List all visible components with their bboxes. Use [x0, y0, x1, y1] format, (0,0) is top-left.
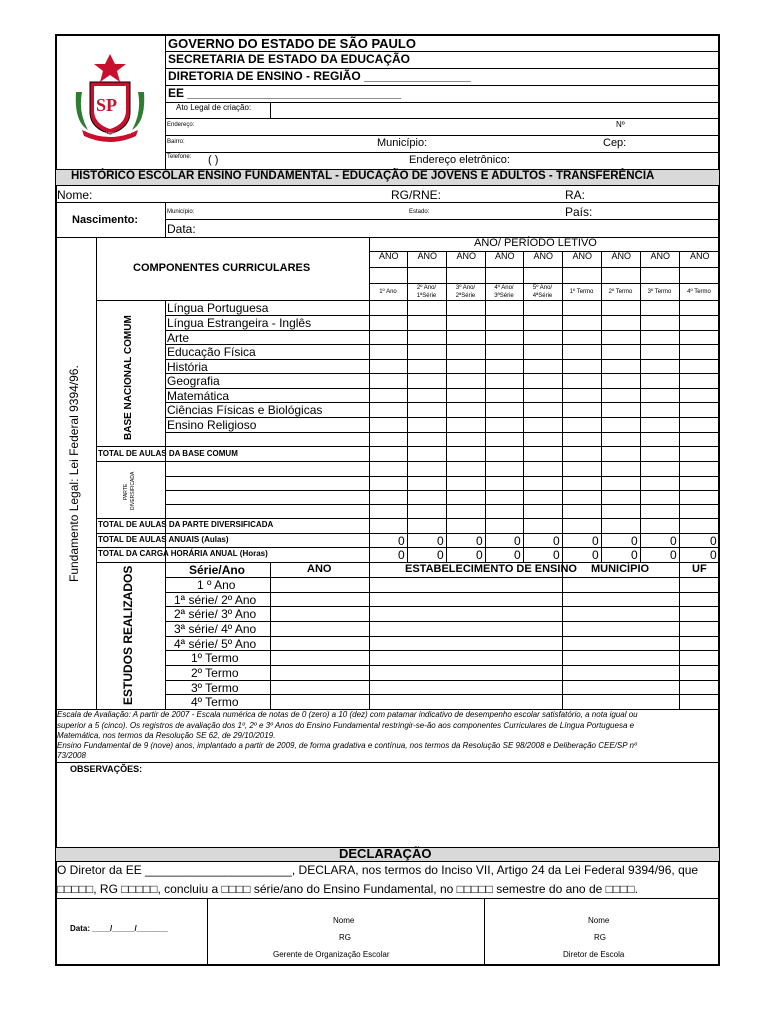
ano-label-8: ANO [650, 251, 671, 261]
total-anuais-value-3: 0 [476, 534, 483, 548]
bairro-label: Bairro: [167, 139, 185, 145]
total-carga-label: TOTAL DA CARGA HORÁRIA ANUAL (Horas) [98, 549, 268, 558]
ra-label: RA: [565, 188, 586, 202]
total-anuais-value-7: 0 [631, 534, 638, 548]
periodo-header: ANO/ PERÍODO LETIVO [474, 237, 597, 249]
subject-7: Matemática [167, 389, 230, 403]
subject-9: Ensino Religioso [167, 418, 257, 432]
column-name-8: 3º Termo [647, 289, 672, 295]
email-label: Endereço eletrônico: [409, 154, 510, 166]
total-carga-value-9: 0 [710, 548, 717, 562]
subject-1: Língua Portuguesa [167, 301, 269, 315]
subject-3: Arte [167, 331, 190, 345]
note-line-1: Escala de Avaliação: A partir de 2007 - Escala numérica de notas de 0 (zero) a 10 (dez) com patamar indicativo de desempenho escolar satisfatório, a nota igual ou [57, 710, 638, 719]
declaracao-title: DECLARAÇÃO [339, 846, 432, 861]
parte-label-1: PARTE [123, 483, 129, 500]
base-nacional-label: BASE NACIONAL COMUM [123, 315, 134, 440]
estudos-header-5: UF [692, 563, 707, 575]
footer-date: Data: ____/_____/_______ [70, 924, 168, 933]
ano-label-4: ANO [495, 251, 515, 261]
estudos-row-7: 2º Termo [191, 666, 239, 680]
column-name-9: 4º Termo [687, 289, 711, 295]
ano-label-1: ANO [379, 251, 399, 261]
birth-estado-label: Estado: [409, 209, 430, 215]
nome-label: Nome: [57, 188, 93, 202]
note-line-5: 73/2008 [57, 751, 86, 760]
rg-label: RG/RNE: [391, 188, 442, 202]
observacoes-label: OBSERVAÇÕES: [70, 764, 143, 774]
subject-2: Língua Estrangeira - Inglês [167, 316, 312, 330]
parte-label-2: DIVERSIFICADA [130, 471, 136, 510]
column-name-4: 4º Ano/ 3ªSérie [494, 285, 514, 299]
endereco-label: Endereço: [167, 122, 195, 128]
telefone-paren: ( ) [208, 154, 219, 166]
logo-ribbon-text: PRO BRASILIA FIANT EXIMIA [90, 131, 132, 135]
estudos-row-2: 1ª série/ 2º Ano [174, 593, 257, 607]
cep-label: Cep: [603, 137, 627, 149]
componentes-header: COMPONENTES CURRICULARES [133, 262, 311, 274]
estudos-row-5: 4ª série/ 5º Ano [174, 637, 257, 651]
subject-8: Ciências Físicas e Biológicas [167, 403, 323, 417]
header-ee: EE ________________________________ [168, 86, 401, 100]
total-carga-value-4: 0 [514, 548, 521, 562]
birth-pais-label: País: [565, 205, 593, 219]
birth-municipio-label: Município: [167, 209, 195, 215]
total-anuais-value-8: 0 [670, 534, 677, 548]
estudos-header-2: ANO [307, 563, 332, 575]
document-title: HISTÓRICO ESCOLAR ENSINO FUNDAMENTAL - EDUCAÇÃO DE JOVENS E ADULTOS - TRANSFERÊNCIA [71, 170, 655, 182]
total-anuais-value-4: 0 [514, 534, 521, 548]
total-anuais-value-6: 0 [592, 534, 599, 548]
total-anuais-value-9: 0 [710, 534, 717, 548]
header-diretoria: DIRETORIA DE ENSINO - REGIÃO ________________ [168, 69, 471, 83]
estudos-row-3: 2ª série/ 3º Ano [174, 607, 257, 621]
ano-label-2: ANO [417, 251, 438, 261]
total-carga-value-3: 0 [476, 548, 483, 562]
total-anuais-value-2: 0 [437, 534, 444, 548]
ano-label-5: ANO [533, 251, 554, 261]
footer-rg-gerente: RG [339, 933, 351, 942]
footer-cargo-diretor: Diretor de Escola [563, 950, 625, 959]
logo-initials: SP [96, 95, 118, 115]
telefone-label: Telefone: [167, 154, 192, 160]
total-anuais-value-1: 0 [398, 534, 405, 548]
total-carga-value-6: 0 [592, 548, 599, 562]
ano-label-9: ANO [690, 251, 710, 261]
estudos-row-4: 3ª série/ 4º Ano [174, 622, 257, 636]
header-secretaria: SECRETARIA DE ESTADO DA EDUCAÇÃO [168, 52, 411, 66]
subject-6: Geografia [167, 374, 220, 388]
estudos-header-1: Série/Ano [189, 563, 246, 577]
declaracao-line1: O Diretor da EE ______________________, DECLARA, nos termos do Inciso VII, Artigo 24 da Lei Federal 9394/96, que [57, 863, 699, 877]
estudos-row-9: 4º Termo [191, 695, 239, 709]
total-anuais-label: TOTAL DE AULAS ANUAIS (Aulas) [98, 535, 229, 544]
note-line-4: Ensino Fundamental de 9 (nove) anos, implantado a partir de 2009, de forma gradativa e contínua, nos termos da Resolução SE 98/2008 e Deliberação CEE/SP nº [57, 741, 637, 750]
note-line-2: superior a 5 (cinco). Os registros de avaliação dos 1º, 2º e 3º Anos do Ensino Fundamental restringir-se-ão aos componentes Curriculares de Língua Portuguesa e [57, 721, 635, 730]
total-anuais-value-5: 0 [553, 534, 560, 548]
ano-label-7: ANO [611, 251, 632, 261]
ato-legal-label: Ato Legal de criação: [176, 103, 252, 112]
subject-5: História [167, 360, 208, 374]
footer-rg-diretor: RG [594, 933, 606, 942]
total-carga-value-5: 0 [553, 548, 560, 562]
total-carga-value-7: 0 [631, 548, 638, 562]
column-name-5: 5º Ano/ 4ªSérie [532, 285, 553, 299]
municipio-label: Município: [377, 137, 428, 149]
total-parte-label: TOTAL DE AULAS DA PARTE DIVERSIFICADA [98, 520, 274, 529]
estudos-row-8: 3º Termo [191, 681, 239, 695]
estudos-header-3: ESTABELECIMENTO DE ENSINO [405, 563, 577, 575]
estudos-header-4: MUNICÍPIO [591, 563, 650, 575]
ano-label-3: ANO [456, 251, 477, 261]
estudos-label: ESTUDOS REALIZADOS [121, 565, 135, 705]
subject-4: Educação Física [167, 345, 256, 359]
estudos-row-6: 1º Termo [191, 651, 239, 665]
sp-coat-of-arms [68, 52, 152, 144]
column-name-3: 3º Ano/ 2ªSérie [455, 285, 476, 299]
note-line-3: Matemática, nos termos da Resolução SE 62, de 29/10/2019. [57, 731, 276, 740]
column-name-2: 2º Ano/ 1ªSérie [416, 285, 437, 299]
footer-nome-diretor: Nome [588, 916, 610, 925]
legal-basis-vertical: Fundamento Legal: Lei Federal 9394/96. [67, 365, 81, 582]
birth-data-label: Data: [167, 222, 196, 236]
total-carga-value-8: 0 [670, 548, 677, 562]
ano-label-6: ANO [572, 251, 593, 261]
numero-label: Nº [616, 120, 625, 129]
estudos-row-1: 1 º Ano [197, 578, 236, 592]
nascimento-label: Nascimento: [72, 214, 139, 226]
footer-cargo-gerente: Gerente de Organização Escolar [273, 950, 390, 959]
declaracao-line2: □□□□□, RG □□□□□, concluiu a □□□□ série/ano do Ensino Fundamental, no □□□□□ semestre do ano de □□□□. [57, 882, 638, 896]
footer-nome-gerente: Nome [333, 916, 355, 925]
total-carga-value-2: 0 [437, 548, 444, 562]
total-base-label: TOTAL DE AULAS DA BASE COMUM [98, 449, 238, 458]
column-name-7: 2º Termo [608, 289, 633, 295]
total-carga-value-1: 0 [398, 548, 405, 562]
column-name-1: 1º Ano [379, 289, 397, 295]
column-name-6: 1º Termo [569, 289, 594, 295]
header-government: GOVERNO DO ESTADO DE SÃO PAULO [168, 36, 416, 51]
